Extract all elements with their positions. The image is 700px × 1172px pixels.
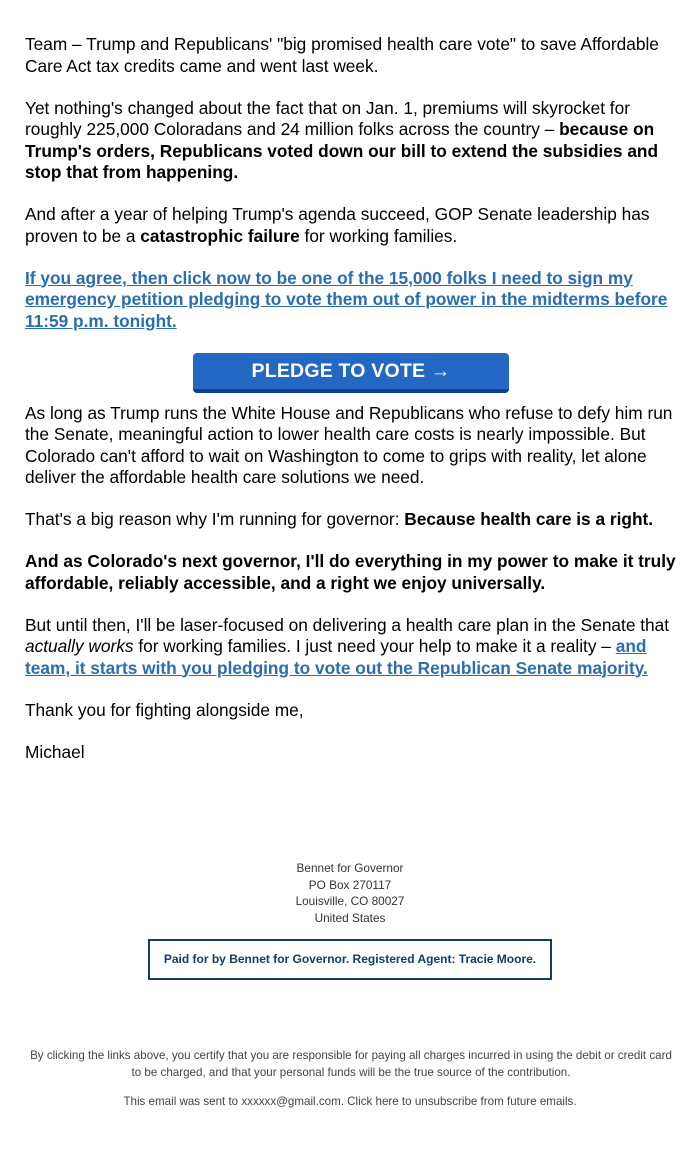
vote-out-majority-link[interactable]: and team, it starts with you pledging to vote out the Republican Senate majority. [25,636,648,678]
intro-paragraph: Team – Trump and Republicans' "big promised health care vote" to save Affordable Care Act tax credits came and went last week. [25,34,659,76]
cta-container [25,353,677,393]
actually-works-text: actually works [25,636,134,656]
premiums-bold-text: because on Trump's orders, Republicans voted down our bill to extend the subsidies and stop that from happening. [25,119,659,182]
pledge-to-vote-button[interactable]: PLEDGE TO VOTE → [193,353,509,393]
leadership-text: And after a year of helping Trump's agenda succeed, GOP Senate leadership has proven to be a [25,204,650,246]
petition-link[interactable]: If you agree, then click now to be one of the 15,000 folks I need to sign my emergency petition pledging to vote them out of power in the midterms before 11:59 p.m. tonight. [25,267,668,331]
next-governor-bold-text: And as Colorado's next governor, I'll do everything in my power to make it truly affordable, reliably accessible, and a right we enjoy universally. [25,551,676,593]
petition-paragraph [25,268,677,333]
address-org: Bennet for Governor [296,861,404,875]
premiums-text: Yet nothing's changed about the fact that on Jan. 1, premiums will skyrocket for roughly 225,000 Coloradans and 24 million folks across the country – [25,97,630,139]
address-country: United States [314,910,386,925]
closing-line: Thank you for fighting alongside me, [25,699,304,720]
paid-for-disclaimer-box: Paid for by Bennet for Governor. Registered Agent: Tracie Moore. [148,939,552,980]
governor-text: That's a big reason why I'm running for governor: [25,509,405,529]
senate-plan-text: But until then, I'll be laser-focused on delivering a health care plan in the Senate that [25,614,670,635]
senate-plan-paragraph [25,615,677,680]
health-care-right-text: Because health care is a right. [404,509,654,529]
governor-paragraph [25,509,677,531]
catastrophic-failure-text: catastrophic failure [140,225,300,246]
mailing-address [0,860,700,926]
signature: Michael [25,741,85,762]
address-po-box: PO Box 270117 [308,877,392,892]
payment-disclaimer: By clicking the links above, you certify that you are responsible for paying all charges incurred in using the debit or credit card to be charged, and that your personal funds will be the true source of the contribution. [30,1049,672,1079]
senate-paragraph: As long as Trump runs the White House and Republicans who refuse to defy him run the Senate, meaningful action to lower health care costs is nearly impossible. But Colorado can't afford to wait on Washington to come to grips with reality, let alone deliver the affordable health care solutions we need. [25,402,673,487]
address-city: Louisville, CO 80027 [295,894,405,908]
leadership-tail-text: for working families. [299,225,458,246]
next-governor-paragraph [25,551,677,594]
email-body [25,34,677,784]
unsubscribe-notice[interactable]: This email was sent to xxxxxx@gmail.com. Click here to unsubscribe from future emails. [123,1095,577,1108]
senate-plan-mid-text: for working families. I just need your help to make it a reality – [133,636,616,656]
premiums-paragraph [25,98,677,184]
leadership-paragraph [25,204,677,247]
